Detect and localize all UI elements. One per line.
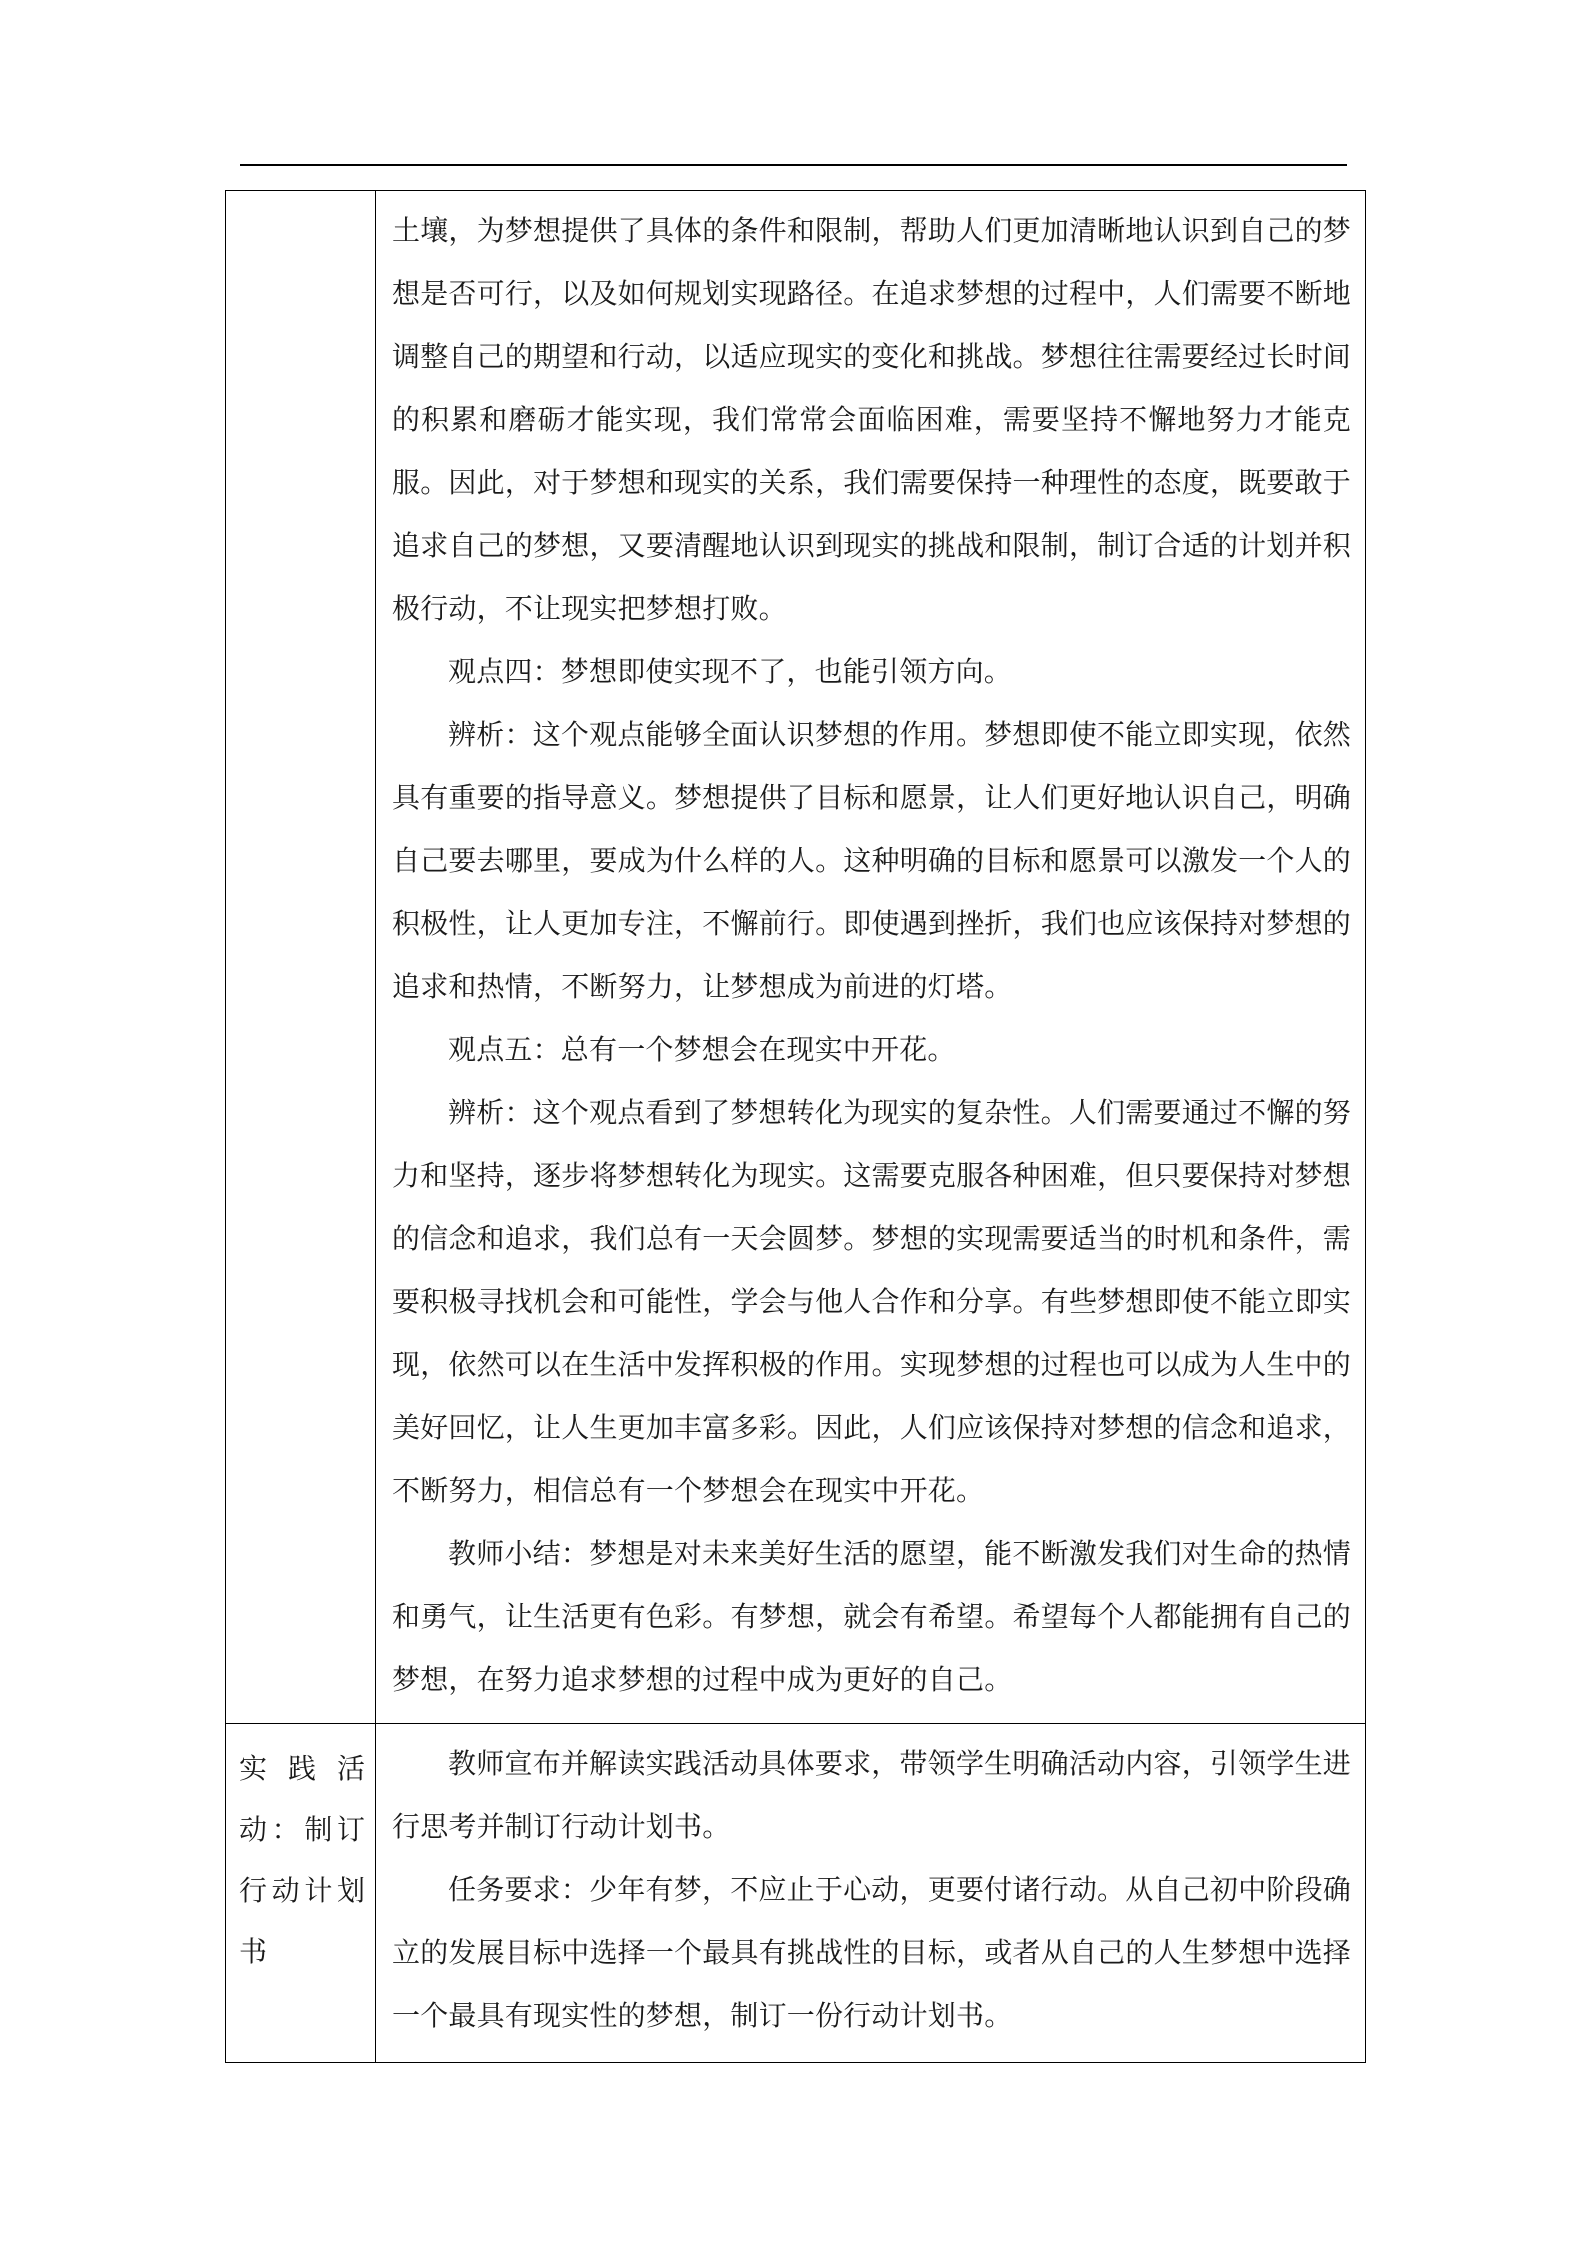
paragraph-analysis-four: 辨析：这个观点能够全面认识梦想的作用。梦想即使不能立即实现，依然具有重要的指导意义。梦想提供了目标和愿景，让人们更好地认识自己，明确自己要去哪里，要成为什么样的人。这种明确的目标和愿景可以激发一个人的积极性，让人更加专注，不懈前行。即使遇到挫折，我们也应该保持对梦想的追求和热情，不断努力，让梦想成为前进的灯塔。 [392,718,1351,1003]
paragraph-analysis-five: 辨析：这个观点看到了梦想转化为现实的复杂性。人们需要通过不懈的努力和坚持，逐步将梦想转化为现实。这需要克服各种困难，但只要保持对梦想的信念和追求，我们总有一天会圆梦。梦想的实现需要适当的时机和条件，需要积极寻找机会和可能性，学会与他人合作和分享。有些梦想即使不能立即实现，依然可以在生活中发挥积极的作用。实现梦想的过程也可以成为人生中的美好回忆，让人生更加丰富多彩。因此，人们应该保持对梦想的信念和追求，不断努力，相信总有一个梦想会在现实中开花。 [392,1096,1351,1507]
row-content-cell [376,191,1366,1724]
paragraph-activity-intro: 教师宣布并解读实践活动具体要求，带领学生明确活动内容，引领学生进行思考并制订行动计划书。 [392,1747,1351,1843]
label-line: 行动计划 [239,1874,365,1907]
label-line: 动：制订 [239,1813,365,1846]
paragraph-teacher-summary: 教师小结：梦想是对未来美好生活的愿望，能不断激发我们对生命的热情和勇气，让生活更有色彩。有梦想，就会有希望。希望每个人都能拥有自己的梦想，在努力追求梦想的过程中成为更好的自己。 [392,1537,1351,1696]
paragraph-viewpoint-four: 观点四：梦想即使实现不了，也能引领方向。 [448,655,1013,688]
paragraph-viewpoint-five: 观点五：总有一个梦想会在现实中开花。 [448,1033,956,1066]
table-row [226,191,1366,1724]
label-line: 书 [239,1935,268,1968]
header-rule [240,164,1347,166]
row-label-cell [226,1724,376,2063]
table-row [226,1724,1366,2063]
paragraph-task-requirement: 任务要求：少年有梦，不应止于心动，更要付诸行动。从自己初中阶段确立的发展目标中选择一个最具有挑战性的目标，或者从自己的人生梦想中选择一个最具有现实性的梦想，制订一份行动计划书。 [392,1873,1351,2032]
row-content-cell [376,1724,1366,2063]
label-line: 实践活 [239,1752,365,1785]
lesson-plan-table [225,190,1366,2063]
paragraph-continuation: 土壤，为梦想提供了具体的条件和限制，帮助人们更加清晰地认识到自己的梦想是否可行，以及如何规划实现路径。在追求梦想的过程中，人们需要不断地调整自己的期望和行动，以适应现实的变化和挑战。梦想往往需要经过长时间的积累和磨砺才能实现，我们常常会面临困难，需要坚持不懈地努力才能克服。因此，对于梦想和现实的关系，我们需要保持一种理性的态度，既要敢于追求自己的梦想，又要清醒地认识到现实的挑战和限制，制订合适的计划并积极行动，不让现实把梦想打败。 [392,214,1351,625]
row-label-cell [226,191,376,1724]
